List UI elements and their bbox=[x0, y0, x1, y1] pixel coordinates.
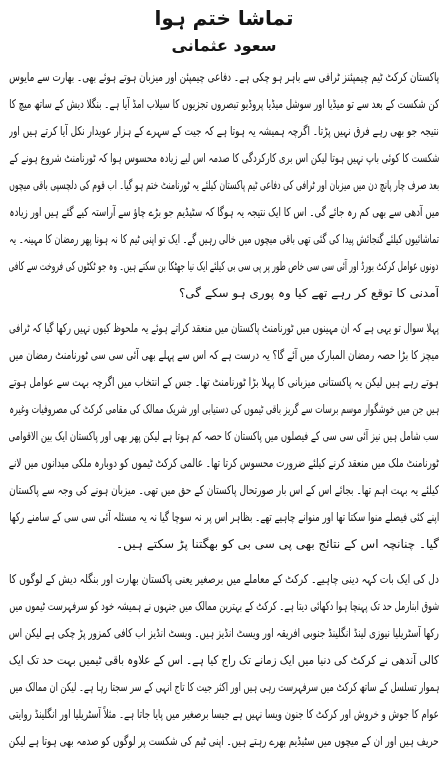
article-line bbox=[9, 423, 439, 450]
article-line-text: رکھا آسٹریلیا نیوزی لینڈ انگلینڈ جنوبی افریقہ اور ویسٹ انڈیز ہیں۔ ویسٹ انڈیز اب کافی کمزور پڑ چکی ہے لیکن اس bbox=[9, 626, 439, 640]
paragraph-1 bbox=[9, 64, 439, 307]
paragraph-2 bbox=[9, 315, 439, 558]
article-line-text: پہلا سوال تو یہی ہے کہ ان مہینوں میں ٹورنامنٹ پاکستان میں منعقد کراتے ہوئے یہ ملحوظ کیوں نہیں رکھا گیا کہ ٹرافی bbox=[9, 321, 439, 335]
article-line bbox=[9, 118, 439, 145]
article-line-text: ہوتے رہے ہیں لیکن یہ پاکستانی میزبانی کا پہلا بڑا ٹورنامنٹ تھا۔ جس کے انتخاب میں اگرچہ بہت سے عوامل ہوتے bbox=[9, 375, 439, 389]
article-line bbox=[9, 396, 439, 423]
article-body bbox=[9, 64, 439, 755]
article-line bbox=[9, 172, 439, 199]
article-line-text: دل کی ایک بات کہہ دینی چاہیے۔ کرکٹ کے معاملے میں برصغیر یعنی پاکستان بھارت اور بنگلہ دیش کے لوگوں کا bbox=[9, 572, 439, 586]
article-line bbox=[9, 145, 439, 172]
article-line-text: شکست کا کوئی باپ نہیں ہوتا لیکن اس بری کارکردگی کا صدمہ اس لیے زیادہ محسوس ہوا کہ ٹورنامنٹ شروع ہونے کے bbox=[9, 151, 439, 165]
article-line-text: کالی آندھی نے کرکٹ کی دنیا میں ایک زمانے تک راج کیا ہے۔ اس کے علاوہ باقی ٹیمیں بہت حد تک ایک bbox=[9, 653, 439, 667]
article-line-text: ہموار تسلسل کے ساتھ کرکٹ میں سرفہرست رہی ہیں اور اکثر جیت کا تاج انہی کے سر سجتا رہا ہے۔ لیکن ان ممالک میں bbox=[9, 680, 439, 694]
article-line bbox=[9, 450, 439, 477]
article-line-text: کیلئے یہ بہت اہم تھا۔ بجائے اس کے اس بار صورتحال پاکستان کے حق میں تھی۔ میزبان ہونے کی وجہ سے پاکستان bbox=[9, 483, 439, 497]
article-line-text: کن شکست کے بعد سے تو میڈیا اور سوشل میڈیا پروڈیو تبصروں تجزیوں کا سیلاب امڈ آیا ہے۔ بنگلا دیش کے ساتھ میچ کا bbox=[9, 97, 439, 111]
article-line-text: حریف ہیں اور ان کے میچوں میں سٹیڈیم بھرے رہتے ہیں۔ اپنی ٹیم کی شکست پر لوگوں کو صدمہ بھی ہوتا ہے لیکن bbox=[9, 734, 439, 748]
article-title: تماشا ختم ہوا bbox=[154, 6, 294, 30]
article-line-text: میچز کا بڑا حصہ رمضان المبارک میں آئے گا؟ یہ درست ہے کہ اس سے پہلے بھی آئی سی سی ٹورنامنٹ رمضان میں bbox=[9, 348, 439, 362]
article-line-text: شوق ابنارمل حد تک پہنچا ہوا دکھائی دیتا ہے۔ کرکٹ کے بہترین ممالک میں جنہوں نے ہمیشہ خود کو سرفہرست ٹیموں میں bbox=[9, 599, 439, 613]
article-line bbox=[9, 728, 439, 755]
article-line bbox=[9, 280, 439, 307]
article-line bbox=[9, 315, 439, 342]
article-line bbox=[9, 91, 439, 118]
article-line bbox=[9, 701, 439, 728]
article-line-text: آمدنی کا توقع کر رہے تھے کیا وہ پوری ہو سکے گی؟ bbox=[178, 286, 439, 300]
article-line-text: سب شامل ہیں نیز آئی سی سی کے فیصلوں میں پاکستان کا حصہ کم ہوتا ہے لیکن پھر بھی اور پاکستان ایک بین الاقوامی bbox=[9, 429, 439, 443]
article-line bbox=[9, 504, 439, 531]
article-line bbox=[9, 342, 439, 369]
article-line-text: عوام کا جوش و خروش اور کرکٹ کا جنون ویسا نہیں ہے جیسا برصغیر میں پایا جاتا ہے۔ مثلاً آسٹریلیا اور انگلینڈ روایتی bbox=[9, 707, 439, 721]
article-author: سعود عثمانی bbox=[171, 36, 277, 55]
article-line bbox=[9, 199, 439, 226]
article-line bbox=[9, 477, 439, 504]
article-line-text: تماشائیوں کیلئے گنجائش پیدا کی گئی تھی باقی میچوں میں خالی رہیں گے۔ ایک تو اپنی ٹیم کا نہ ہونا پھر رمضان کا مہینہ۔ یہ bbox=[9, 232, 439, 246]
article-line-text: ٹورنامنٹ ملک میں منعقد کرنے کیلئے ضرورت محسوس کرتا تھا۔ عالمی کرکٹ ٹیموں کو دوبارہ ملکی میدانوں میں لانے bbox=[9, 456, 439, 470]
paragraph-3 bbox=[9, 566, 439, 755]
article-line-text: میں آدھی سے بھی کم رہ جائے گی۔ اس کا ایک نتیجہ یہ ہوگا کہ سٹیڈیم جو بڑے چاؤ سے آراستہ کیے گئے ہیں اور زیادہ bbox=[9, 205, 439, 219]
article-line-text: بعد صرف چار پانچ دن میں میزبان اور ٹرافی کی دفاعی ٹیم پاکستان کیلئے یہ ٹورنامنٹ ختم ہو گیا۔ اب قوم کی دلچسپی باقی میچوں bbox=[9, 178, 439, 192]
article-line-text: پاکستان کرکٹ ٹیم چیمپئنز ٹرافی سے باہر ہو چکی ہے۔ دفاعی چیمپئن اور میزبان ہوتے ہوئے بھی۔ بھارت سے مایوس bbox=[9, 70, 439, 84]
article-line bbox=[9, 566, 439, 593]
article-line bbox=[9, 674, 439, 701]
article-line bbox=[9, 253, 439, 280]
article-line-text: ہیں جن میں خوشگوار موسم برسات سے گریز باقی ٹیموں کی دستیابی اور شریک ممالک کی مقامی کرکٹ کی مصروفیات وغیرہ bbox=[9, 402, 439, 416]
article-line bbox=[9, 593, 439, 620]
article-line-text: نتیجہ جو بھی رہے فرق نہیں پڑتا۔ اگرچہ ہمیشہ یہ ہوتا ہے کہ جیت کے سہرے کے ہزار عویدار نکل آیا کرتے ہیں اور bbox=[9, 124, 439, 138]
article-line bbox=[9, 226, 439, 253]
article-line bbox=[9, 647, 439, 674]
article-line-text: گیا۔ چنانچہ اس کے نتائج بھی پی سی بی کو بھگتنا پڑ سکتے ہیں۔ bbox=[116, 537, 439, 551]
article-line-text: دونوں عوامل کرکٹ بورڈ اور آئی سی سی خاص طور پر پی سی بی کیلئے ایک نیا جھٹکا بن سکتے ہیں۔ وہ جو ٹکٹوں کی فروخت سے کافی bbox=[9, 259, 439, 273]
article-line bbox=[9, 620, 439, 647]
article-line-text: اپنے کئی فیصلے منوا سکتا تھا اور منوانے چاہیے تھے۔ بظاہر اس پر نہ سوچا گیا نہ یہ مسئلہ آئی سی سی کے سامنے رکھا bbox=[9, 510, 439, 524]
article-line bbox=[9, 531, 439, 558]
article-line bbox=[9, 369, 439, 396]
article-line bbox=[9, 64, 439, 91]
